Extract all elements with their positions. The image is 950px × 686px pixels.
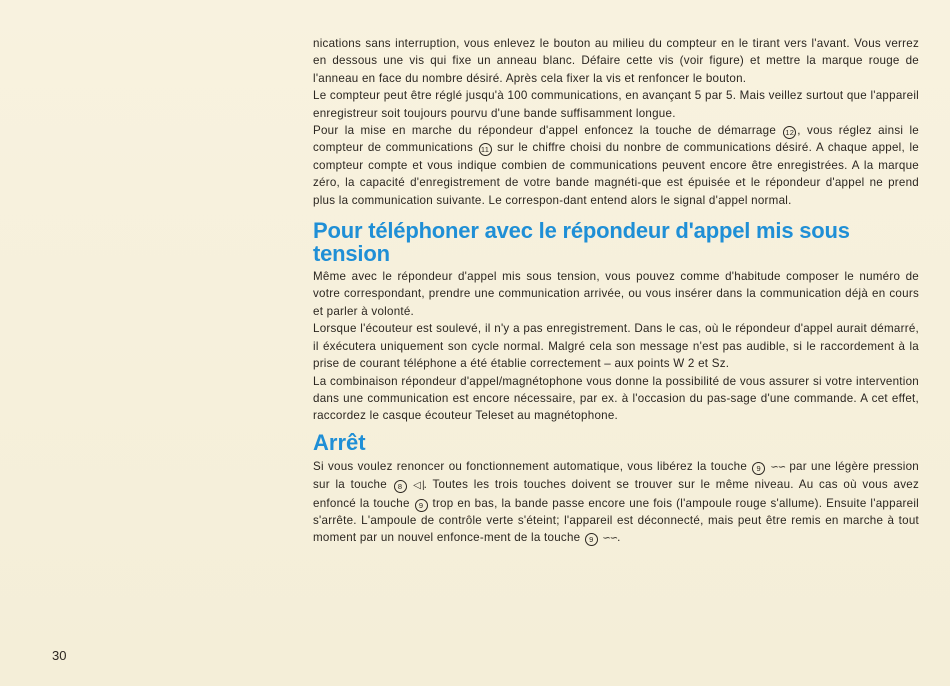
key-badge-9: 9 [752, 462, 765, 475]
paragraph-stop [313, 458, 919, 548]
paragraph-start [313, 122, 919, 209]
text-segment: sur le chiffre choisi du nonbre de communications désiré. A chaque appel, le compteur compte et vous indique combien de communications peuvent encore être enregistrées. A la marque zéro, la capacité d'enregistrement de votre bande magnéti-que est épuisée et le répondeur d'appel ne prend plus la communication suivante. Le correspon-dant entend alors le signal d'appel normal. [313, 141, 919, 207]
text-column [313, 35, 919, 548]
text-segment: . Toutes les trois touches doivent se trouver sur le même niveau. Au cas où vous avez enfoncé la touche [313, 478, 920, 510]
key-badge-9: 9 [415, 499, 428, 512]
text-segment: trop en bas, la bande passe encore une fois (l'ampoule rouge s'allume). Ensuite l'appareil s'arrête. L'ampoule de contrôle verte s'éteint; l'appareil est déconnecté, mais peut être remis en marche à tout moment par un nouvel enfonce-ment de la touche [313, 496, 919, 545]
text-segment: , vous réglez ainsi le compteur de communications [313, 124, 919, 155]
key-badge-11: 11 [479, 143, 492, 156]
tape-symbol-icon: ∽∽ [602, 533, 618, 545]
paragraph-counter-setup: nications sans interruption, vous enlevez le bouton au milieu du compteur en le tirant vers l'avant. Vous verrez en dessous une vis qui fixe un anneau blanc. Défaire cette vis (voir figure) et mettre la marque rouge de l'anneau en face du nombre désiré. Après cela fixer la vis et renfoncer le bouton. [313, 37, 919, 85]
paragraph-counter-limit: Le compteur peut être réglé jusqu'à 100 communications, en avançant 5 par 5. Mais veillez surtout que l'appareil enregistreur soit toujours pourvu d'une bande suffisamment longue. [313, 89, 919, 120]
page-number: 30 [52, 648, 67, 663]
text-segment: Si vous voulez renoncer ou fonctionnement automatique, vous libérez la touche [313, 459, 748, 473]
stop-symbol-icon: ◁| [413, 480, 424, 492]
paragraph-dial: Même avec le répondeur d'appel mis sous tension, vous pouvez comme d'habitude composer le numéro de votre correspondant, prendre une communication arrivée, ou vous insérer dans la communication déjà en cours et parler à volonté. [313, 270, 919, 318]
text-segment: Pour la mise en marche du répondeur d'appel enfoncez la touche de démarrage [313, 124, 777, 138]
section-heading-arret: Arrêt [313, 429, 366, 455]
paragraph-combination: La combinaison répondeur d'appel/magnétophone vous donne la possibilité de vous assurer si votre intervention dans une communication est encore nécessaire, par ex. à l'occasion du pas-sage d'une commande. A cet effet, raccordez le casque écouteur Teleset au magnétophone. [313, 374, 919, 423]
text-segment: . [617, 531, 621, 545]
key-badge-8: 8 [394, 480, 407, 493]
key-badge-12: 12 [783, 126, 796, 139]
key-badge-9: 9 [585, 533, 598, 546]
tape-symbol-icon: ∽∽ [770, 461, 786, 473]
paragraph-handset: Lorsque l'écouteur est soulevé, il n'y a pas enregistrement. Dans le cas, où le répondeur d'appel aurait démarré, il éxécutera uniquement son cycle normal. Malgré cela son message n'est pas audible, si le raccordement à la prise de courant téléphone a été établie correctement – aux points W 2 et Sz. [313, 322, 919, 371]
section-heading-telephoner: Pour téléphoner avec le répondeur d'appel mis sous tension [313, 218, 850, 267]
text-segment: par une légère pression sur la touche [313, 459, 919, 492]
